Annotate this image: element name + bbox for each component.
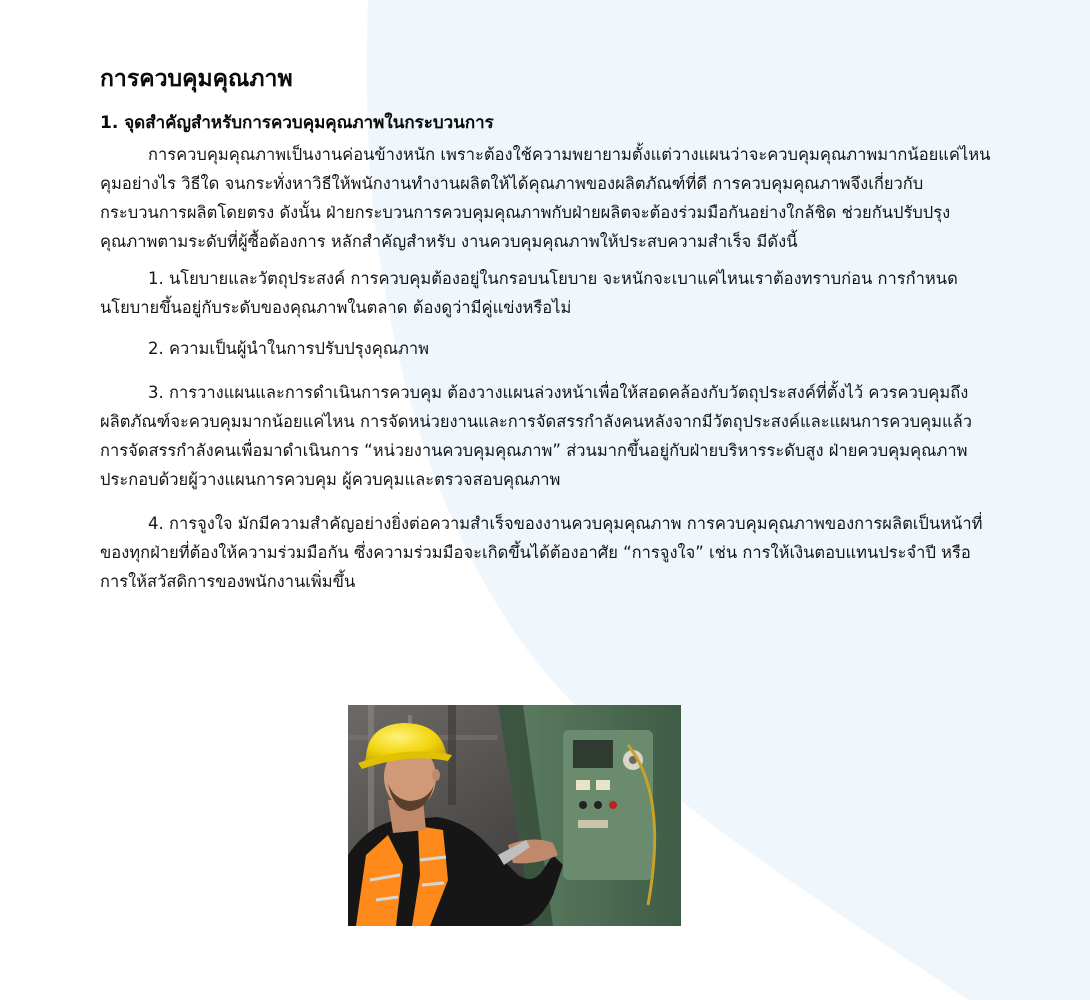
page-title: การควบคุมคุณภาพ: [100, 66, 293, 92]
point-2-paragraph: 2. ความเป็นผู้นำในการปรับปรุงคุณภาพ: [148, 339, 430, 358]
point-3-paragraph: 3. การวางแผนและการดำเนินการควบคุม ต้องวางแผนล่วงหน้าเพื่อให้สอดคล้องกับวัตถุประสงค์ที่ตั้งไว้ ควรควบคุมถึงผลิตภัณฑ์จะควบคุมมากน้อยแค่ไหน การจัดหน่วยงานและการจัดสรรกำลังคนหลังจากมีวัตถุประสงค์และแผนการควบคุมแล้ว การจัดสรรกำลังคนเพื่อมาดำเนินการ “หน่วยงานควบคุมคุณภาพ” ส่วนมากขึ้นอยู่กับฝ่ายบริหารระดับสูง ฝ่ายควบคุมคุณภาพประกอบด้วยผู้วางแผนการควบคุม ผู้ควบคุมและตรวจสอบคุณภาพ: [100, 383, 972, 489]
intro-paragraph: การควบคุมคุณภาพเป็นงานค่อนข้างหนัก เพราะต้องใช้ความพยายามตั้งแต่วางแผนว่าจะควบคุมคุณภาพมากน้อยแค่ไหน คุมอย่างไร วิธีใด จนกระทั่งหาวิธีให้พนักงานทำงานผลิตให้ได้คุณภาพของผลิตภัณฑ์ที่ดี การควบคุมคุณภาพจึงเกี่ยวกับกระบวนการผลิตโดยตรง ดังนั้น ฝ่ายกระบวนการควบคุมคุณภาพกับฝ่ายผลิตจะต้องร่วมมือกันอย่างใกล้ชิด ช่วยกันปรับปรุงคุณภาพตามระดับที่ผู้ซื้อต้องการ หลักสำคัญสำหรับ งานควบคุมคุณภาพให้ประสบความสำเร็จ มีดังนี้: [100, 145, 991, 251]
section-heading: 1. จุดสำคัญสำหรับการควบคุมคุณภาพในกระบวนการ: [100, 113, 494, 133]
point-1-paragraph: 1. นโยบายและวัตถุประสงค์ การควบคุมต้องอยู่ในกรอบนโยบาย จะหนักจะเบาแค่ไหนเราต้องทราบก่อน การกำหนดนโยบายขึ้นอยู่กับระดับของคุณภาพในตลาด ต้องดูว่ามีคู่แข่งหรือไม่: [100, 269, 958, 317]
worker-operating-machine-photo: [348, 705, 681, 926]
point-4-paragraph: 4. การจูงใจ มักมีความสำคัญอย่างยิ่งต่อความสำเร็จของงานควบคุมคุณภาพ การควบคุมคุณภาพของการผลิตเป็นหน้าที่ของทุกฝ่ายที่ต้องให้ความร่วมมือกัน ซึ่งความร่วมมือจะเกิดขึ้นได้ต้องอาศัย “การจูงใจ” เช่น การให้เงินตอบแทนประจำปี หรือการให้สวัสดิการของพนักงานเพิ่มขึ้น: [100, 514, 983, 591]
document-body: [100, 62, 995, 604]
